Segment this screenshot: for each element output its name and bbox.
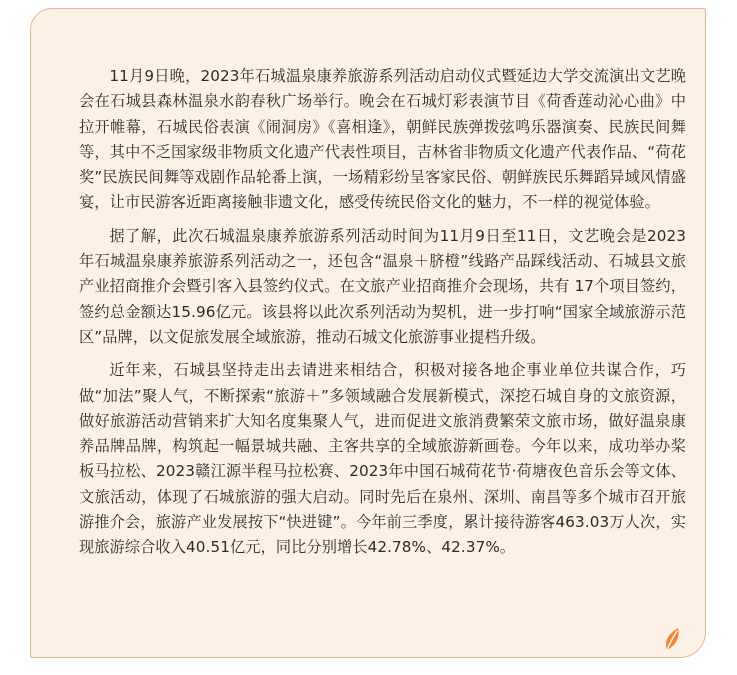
article-paragraph-3: 近年来，石城县坚持走出去请进来相结合，积极对接各地企事业单位共谋合作，巧做“加法”聚人气，不断探索“旅游＋”多领域融合发展新模式，深挖石城自身的文旅资源，做好旅游活动营销来扩大知名度集聚人气，进而促进文旅消费繁荣文旅市场，做好温泉康养品牌品牌，构筑起一幅景城共融、主客共享的全域旅游新画卷。今年以来，成功举办桨板马拉松、2023赣江源半程马拉松赛、2023年中国石城荷花节·荷塘夜色音乐会等文体、文旅活动，体现了石城旅游的强大启动。同时先后在泉州、深圳、南昌等多个城市召开旅游推介会，旅游产业发展按下“快进键”。今年前三季度，累计接待游客463.03万人次，实现旅游综合收入40.51亿元，同比分别增长42.78%、42.37%。 [79, 361, 686, 557]
article-paragraph-2: 据了解，此次石城温泉康养旅游系列活动时间为11月9日至11日，文艺晚会是2023年石城温泉康养旅游系列活动之一，还包含“温泉＋脐橙”线路产品踩线活动、石城县文旅产业招商推介会暨引客入县签约仪式。在文旅产业招商推介会现场，共有 17个项目签约，签约总金额达15.96亿元。该县将以此次系列活动为契机，进一步打响“国家全域旅游示范区”品牌，以文促旅发展全域旅游，推动石城文化旅游事业提档升级。 [79, 226, 686, 346]
article-paragraph-1: 11月9日晚，2023年石城温泉康养旅游系列活动启动仪式暨延边大学交流演出文艺晚会在石城县森林温泉水韵春秋广场举行。晚会在石城灯彩表演节目《荷香莲动沁心曲》中拉开帷幕，石城民俗表演《闹洞房》《喜相逢》，朝鲜民族弹拨弦鸣乐器演奏、民族民间舞等，其中不乏国家级非物质文化遗产代表性项目，吉林省非物质文化遗产代表作品、“荷花奖”民族民间舞等戏剧作品轮番上演，一场精彩纷呈客家民俗、朝鲜族民乐舞蹈异域风情盛宴，让市民游客近距离接触非遗文化，感受传统民俗文化的魅力，不一样的视觉体验。 [79, 67, 686, 212]
article-body [79, 64, 686, 561]
article-card [30, 8, 706, 658]
leaf-icon [663, 626, 683, 652]
